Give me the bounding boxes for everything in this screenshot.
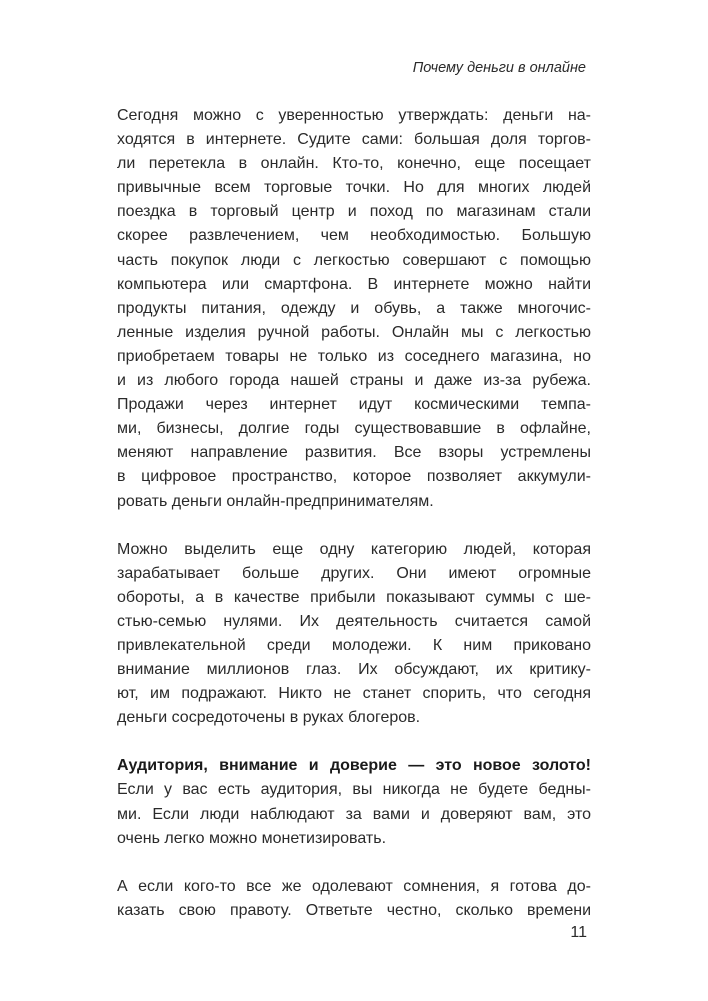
text-line: обороты, а в качестве прибыли показывают суммы с ше- — [117, 588, 591, 606]
text-line: ровать деньги онлайн-предпринимателям. — [117, 492, 434, 510]
text-line: в цифровое пространство, которое позволяет аккумули- — [117, 468, 591, 486]
text-line: ходятся в интернете. Судите сами: большая доля торгов- — [117, 131, 591, 149]
text-line: Продажи через интернет идут космическими темпа- — [117, 396, 591, 414]
text-line: скорее развлечением, чем необходимостью. Большую — [117, 227, 591, 245]
text-line: привлекательной среди молодежи. К ним приковано — [117, 636, 591, 654]
text-line: компьютера или смартфона. В интернете можно найти — [117, 275, 591, 293]
text-line: ли перетекла в онлайн. Кто-то, конечно, еще посещает — [117, 155, 591, 173]
paragraph-2 — [117, 538, 591, 731]
text-line: Сегодня можно с уверенностью утверждать: деньги на- — [117, 107, 591, 124]
text-line: внимание миллионов глаз. Их обсуждают, их критику- — [117, 661, 591, 679]
text-line: казать свою правоту. Ответьте честно, сколько времени — [117, 901, 591, 919]
text-line: ленные изделия ручной работы. Онлайн мы с легкостью — [117, 323, 591, 341]
text-line: Если у вас есть аудитория, вы никогда не будете бедны- — [117, 781, 591, 799]
text-line: меняют направление развития. Все взоры устремлены — [117, 444, 591, 462]
text-line: деньги сосредоточены в руках блогеров. — [117, 709, 421, 727]
bold-thesis-line: Аудитория, внимание и доверие — это новое золото! — [117, 757, 591, 775]
paragraph-4 — [117, 875, 591, 923]
text-line: ми. Если люди наблюдают за вами и доверяют вам, это — [117, 805, 591, 823]
paragraph-spacer — [117, 730, 591, 754]
running-header: Почему деньги в онлайне — [412, 60, 586, 76]
text-line: очень легко можно монетизировать. — [117, 829, 387, 847]
text-line: Можно выделить еще одну категорию людей, которая — [117, 540, 591, 558]
text-line: продукты питания, одежду и обувь, а также многочис- — [117, 299, 591, 317]
text-line: зарабатывает больше других. Они имеют огромные — [117, 564, 591, 582]
text-line: часть покупок люди с легкостью совершают с помощью — [117, 251, 591, 269]
paragraph-spacer — [117, 514, 591, 538]
text-line: А если кого-то все же одолевают сомнения, я готова до- — [117, 877, 591, 895]
paragraph-3 — [117, 754, 591, 850]
text-line: поездка в торговый центр и поход по магазинам стали — [117, 203, 591, 221]
text-line: привычные всем торговые точки. Но для многих людей — [117, 179, 591, 197]
text-line: и из любого города нашей страны и даже из-за рубежа. — [117, 372, 591, 390]
text-line: ми, бизнесы, долгие годы существовавшие в офлайне, — [117, 420, 591, 438]
page-body — [117, 104, 591, 923]
paragraph-spacer — [117, 851, 591, 875]
paragraph-1 — [117, 104, 591, 514]
text-line: приобретаем товары не только из соседнего магазина, но — [117, 347, 591, 365]
page-number: 11 — [570, 924, 587, 941]
text-line: ют, им подражают. Никто не станет спорить, что сегодня — [117, 685, 591, 703]
text-line: стью-семью нулями. Их деятельность считается самой — [117, 612, 591, 630]
